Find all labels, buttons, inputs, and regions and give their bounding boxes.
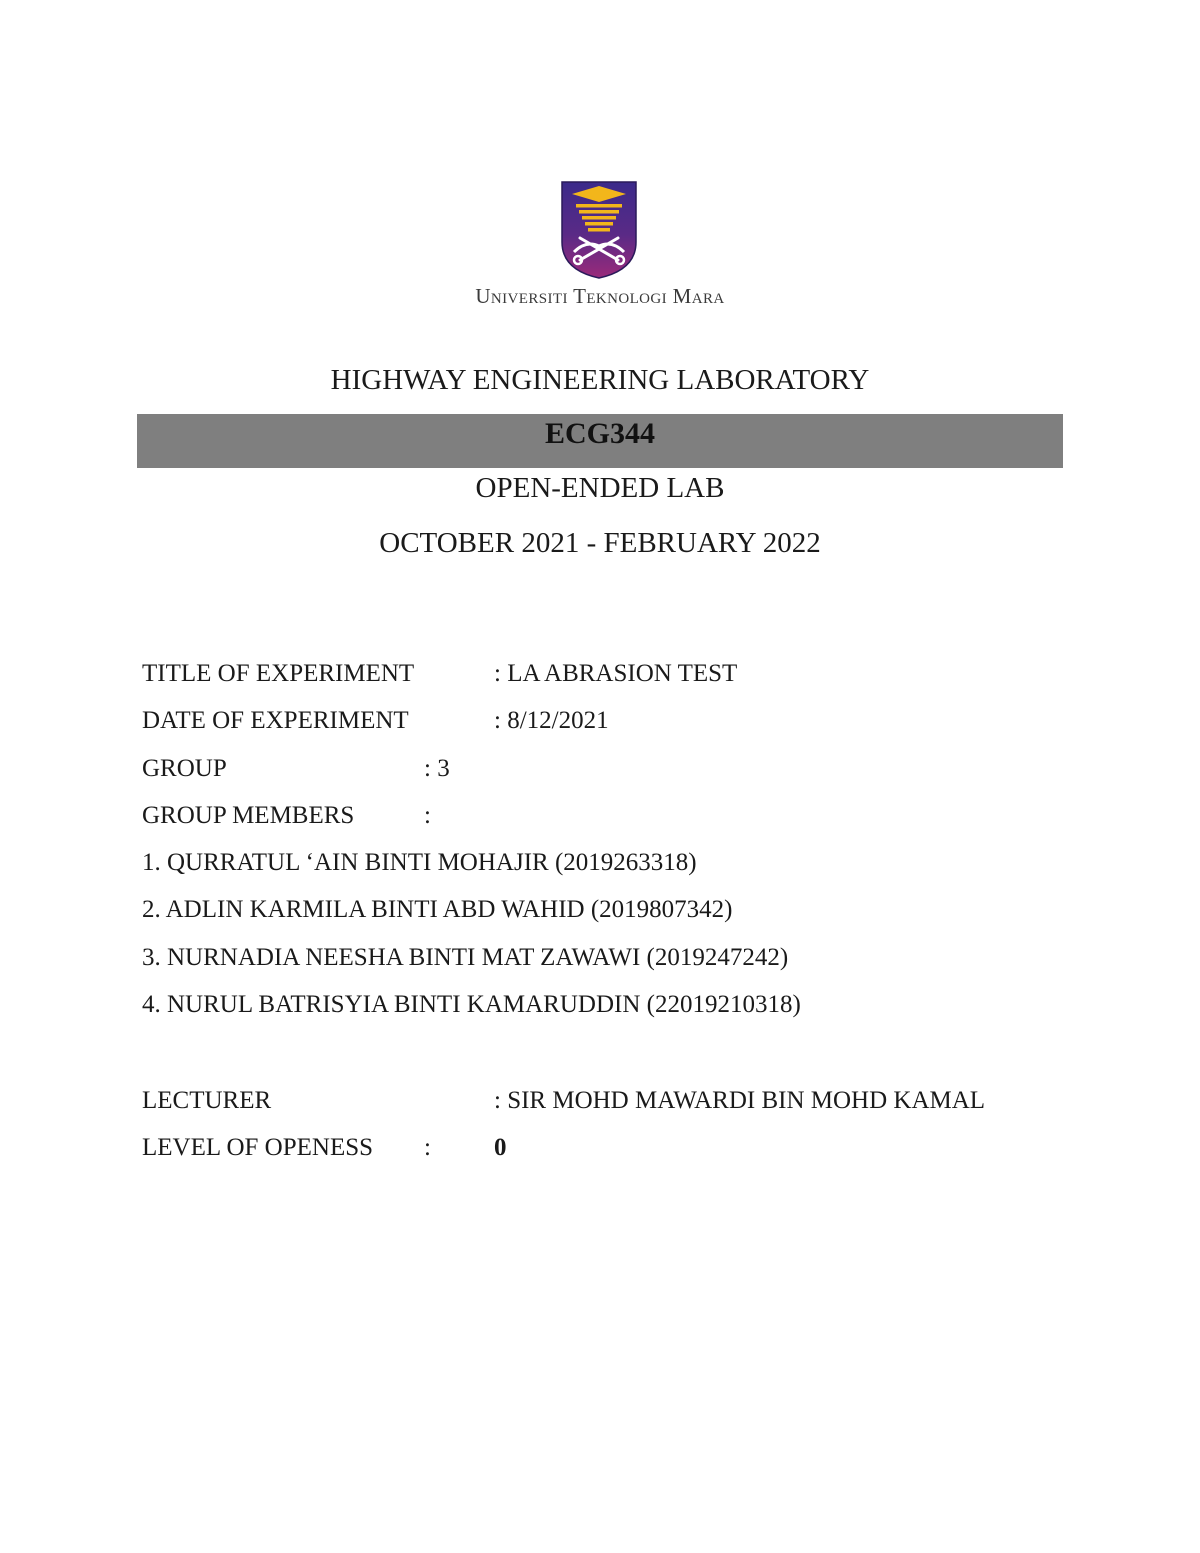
experiment-date-value: : 8/12/2021 (494, 707, 609, 734)
lecturer-label: LECTURER (142, 1087, 272, 1114)
member-item: 4. NURUL BATRISYIA BINTI KAMARUDDIN (22019210318) (142, 991, 801, 1018)
course-code-band (137, 414, 1063, 468)
university-name: Universiti Teknologi Mara (475, 284, 725, 308)
experiment-title-value: : LA ABRASION TEST (494, 660, 738, 687)
experiment-date-label: DATE OF EXPERIMENT (142, 707, 409, 734)
lab-title: HIGHWAY ENGINEERING LABORATORY (330, 364, 870, 396)
openness-colon: : (424, 1134, 431, 1161)
uitm-logo-icon (560, 180, 638, 280)
group-members-colon: : (424, 802, 431, 829)
member-item: 3. NURNADIA NEESHA BINTI MAT ZAWAWI (2019247242) (142, 944, 789, 971)
session-period: OCTOBER 2021 - FEBRUARY 2022 (379, 527, 821, 559)
member-item: 2. ADLIN KARMILA BINTI ABD WAHID (2019807342) (142, 896, 733, 923)
lab-type: OPEN-ENDED LAB (475, 472, 725, 504)
member-item: 1. QURRATUL ‘AIN BINTI MOHAJIR (2019263318) (142, 849, 697, 876)
experiment-title-label: TITLE OF EXPERIMENT (142, 660, 415, 687)
openness-label: LEVEL OF OPENESS (142, 1134, 374, 1161)
group-members-label: GROUP MEMBERS (142, 802, 355, 829)
group-value: : 3 (424, 755, 450, 782)
course-code: ECG344 (544, 417, 655, 450)
lecturer-value: : SIR MOHD MAWARDI BIN MOHD KAMAL (494, 1087, 986, 1114)
group-label: GROUP (142, 755, 227, 782)
openness-value: 0 (494, 1134, 507, 1161)
